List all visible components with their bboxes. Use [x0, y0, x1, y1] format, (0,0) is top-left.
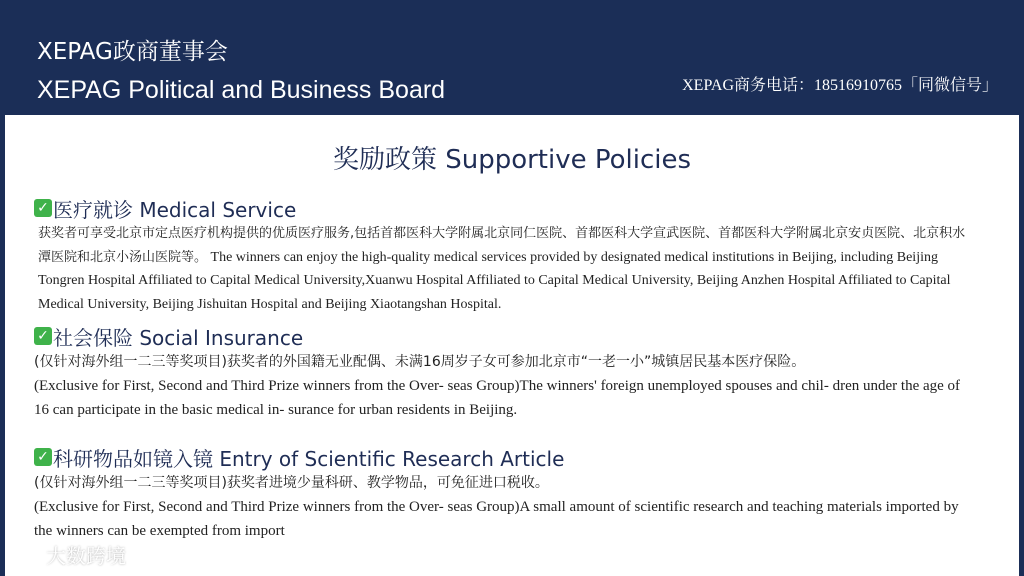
check-box-icon: ✓ [34, 448, 52, 466]
section-body-cn: 获奖者可享受北京市定点医疗机构提供的优质医疗服务,包括首都医科大学附属北京同仁医院、首都医科大学宣武医院、首都医科大学附属北京安贞医院、北京积水潭医院和北京小汤山医院等。 [38, 226, 966, 265]
header-bar [0, 0, 1024, 115]
org-name-cn: XEPAG政商董事会 [37, 39, 228, 65]
check-box-icon: ✓ [34, 327, 52, 345]
business-phone: XEPAG商务电话：18516910765「同微信号」 [682, 77, 998, 94]
section-heading [34, 444, 974, 470]
section-body-en: (Exclusive for First, Second and Third Prize winners from the Over- seas Group)A small amount of scientific research and teaching materials imported by the winners can be exempted from import [34, 499, 959, 539]
watermark-logo-icon [10, 544, 40, 566]
section-body-en: (Exclusive for First, Second and Third Prize winners from the Over- seas Group)The winners' foreign unemployed spouses and chil- dren under the age of 16 can participate in the basic medical in- surance for urban residents in Beijing. [34, 378, 961, 418]
section-heading [34, 323, 974, 349]
org-name-en: XEPAG Political and Business Board [37, 76, 446, 104]
section-body [34, 471, 974, 543]
section-title: 医疗就诊 Medical Service [53, 197, 297, 222]
page-title: 奖励政策 Supportive Policies [332, 145, 692, 175]
section-title: 社会保险 Social Insurance [53, 325, 304, 350]
section-body-cn: (仅针对海外组一二三等奖项目)获奖者进境少量科研、教学物品，可免征进口税收。 [34, 475, 549, 491]
check-box-icon: ✓ [34, 199, 52, 217]
watermark-text: 大数跨境 [46, 544, 126, 568]
section-body [34, 222, 974, 316]
section-medical-service [34, 195, 974, 316]
section-body-cn: (仅针对海外组一二三等奖项目)获奖者的外国籍无业配偶、未满16周岁子女可参加北京市“一老一小”城镇居民基本医疗保险。 [34, 354, 806, 370]
section-body [34, 350, 974, 422]
section-title: 科研物品如镜入镜 Entry of Scientific Research Article [53, 446, 565, 471]
section-body-en: The winners can enjoy the high-quality medical services provided by designated medical institutions in Beijing, including Beijing Tongren Hospital Affiliated to Capital Medical University,Xuanwu Hospital Affiliated to Capital Medical University, Beijing Anzhen Hospital Affiliated to Capital Medical University, Beijing Jishuitan Hospital and Beijing Xiaotangshan Hospital. [38, 249, 951, 312]
section-scientific-research [34, 444, 974, 543]
watermark [10, 540, 126, 569]
section-heading [34, 195, 974, 221]
slide-content [5, 115, 1019, 576]
section-social-insurance [34, 323, 974, 422]
